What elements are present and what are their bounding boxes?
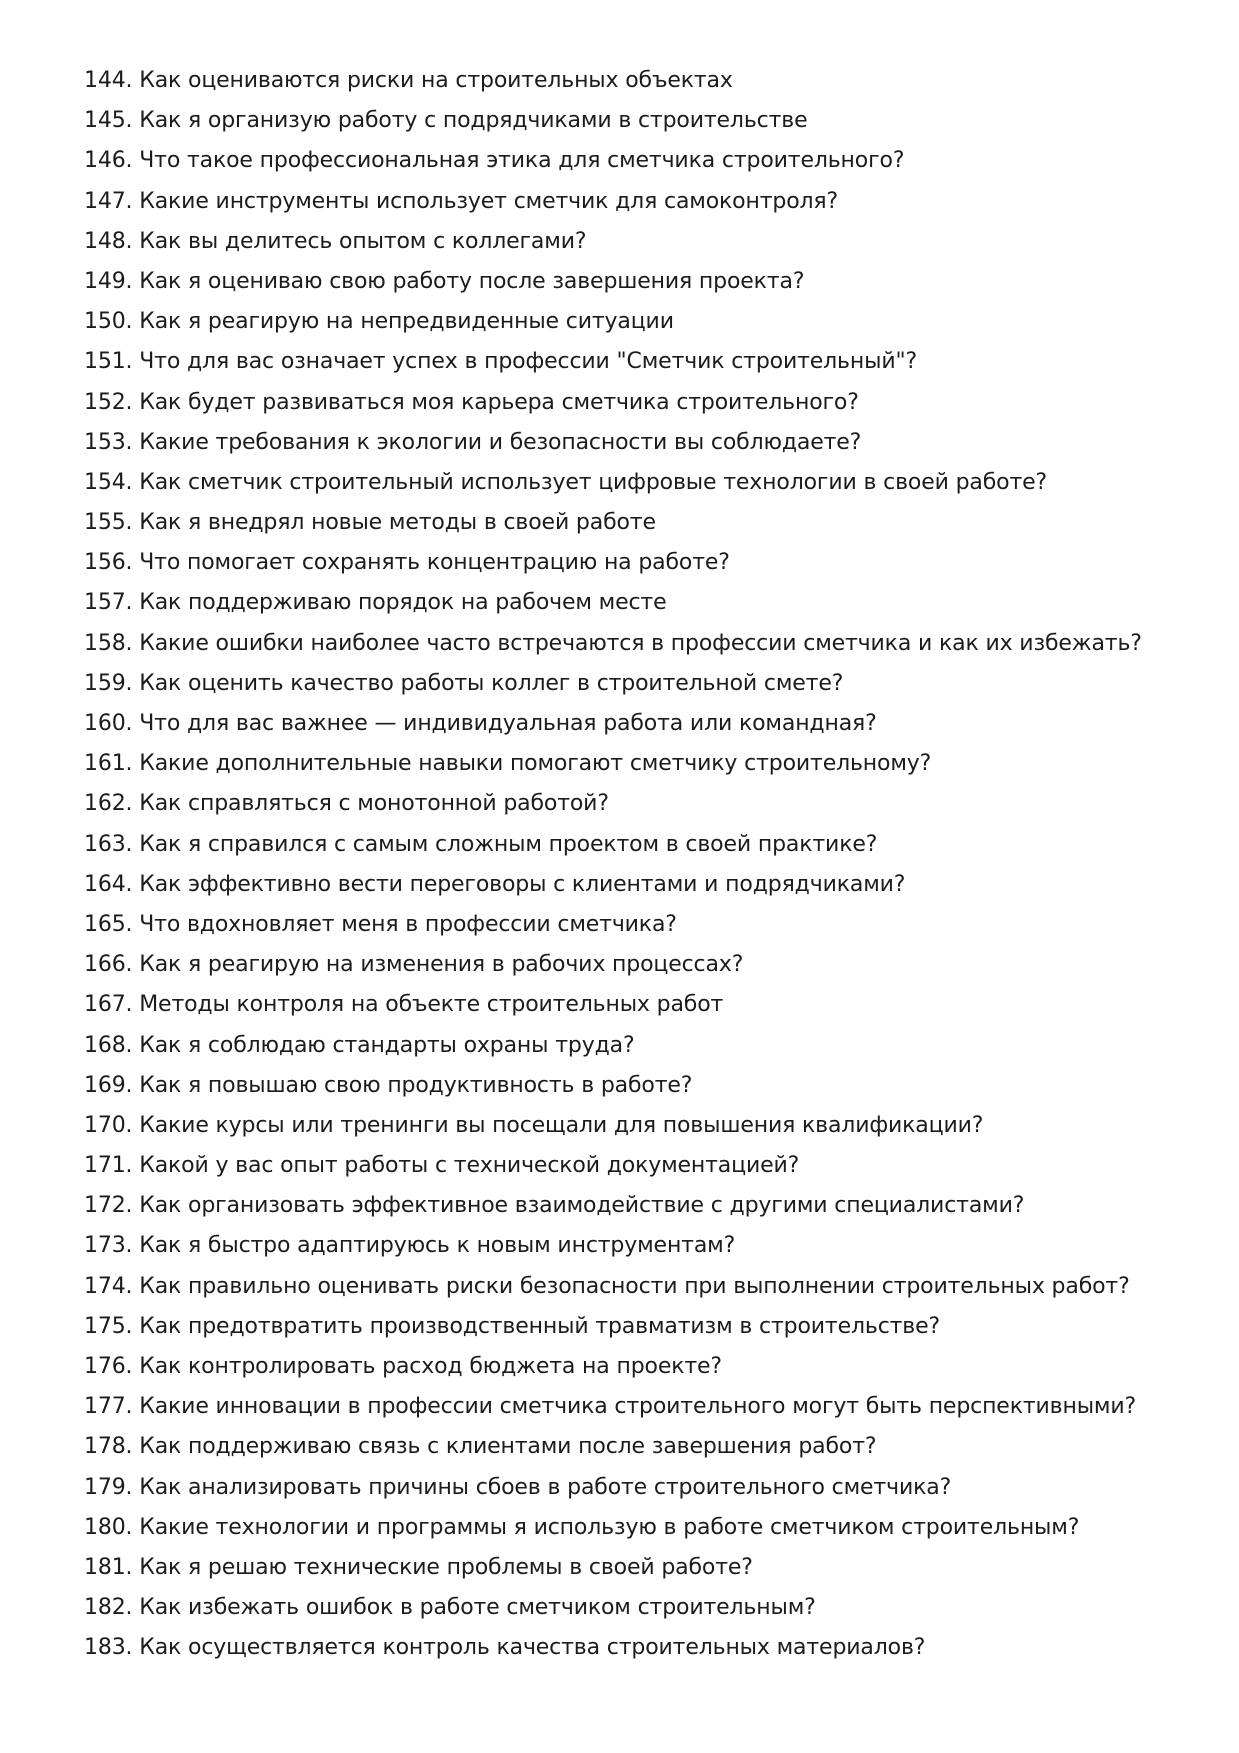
question-item: 159. Как оценить качество работы коллег в строительной смете? — [84, 670, 844, 696]
question-item: 150. Как я реагирую на непредвиденные ситуации — [84, 309, 674, 335]
question-item: 154. Как сметчик строительный использует цифровые технологии в своей работе? — [84, 469, 1048, 495]
question-item: 171. Какой у вас опыт работы с технической документацией? — [84, 1153, 800, 1179]
question-item: 145. Как я организую работу с подрядчиками в строительстве — [84, 108, 808, 134]
question-item: 149. Как я оцениваю свою работу после завершения проекта? — [84, 268, 805, 294]
question-item: 175. Как предотвратить производственный травматизм в строительстве? — [84, 1313, 941, 1339]
question-list — [84, 61, 1184, 1669]
question-item: 166. Как я реагирую на изменения в рабочих процессах? — [84, 952, 744, 978]
question-item: 183. Как осуществляется контроль качества строительных материалов? — [84, 1635, 926, 1661]
question-item: 174. Как правильно оценивать риски безопасности при выполнении строительных работ? — [84, 1273, 1130, 1299]
question-item: 153. Какие требования к экологии и безопасности вы соблюдаете? — [84, 429, 862, 455]
question-item: 169. Как я повышаю свою продуктивность в работе? — [84, 1072, 693, 1098]
question-item: 164. Как эффективно вести переговоры с клиентами и подрядчиками? — [84, 871, 906, 897]
question-item: 146. Что такое профессиональная этика для сметчика строительного? — [84, 148, 905, 174]
question-item: 168. Как я соблюдаю стандарты охраны труда? — [84, 1032, 635, 1058]
question-item: 172. Как организовать эффективное взаимодействие с другими специалистами? — [84, 1193, 1025, 1219]
question-item: 148. Как вы делитесь опытом с коллегами? — [84, 228, 587, 254]
question-item: 157. Как поддерживаю порядок на рабочем месте — [84, 590, 667, 616]
question-item: 170. Какие курсы или тренинги вы посещали для повышения квалификации? — [84, 1112, 984, 1138]
question-item: 152. Как будет развиваться моя карьера сметчика строительного? — [84, 389, 859, 415]
question-item: 182. Как избежать ошибок в работе сметчиком строительным? — [84, 1595, 816, 1621]
question-item: 147. Какие инструменты использует сметчик для самоконтроля? — [84, 188, 839, 214]
question-item: 176. Как контролировать расход бюджета на проекте? — [84, 1354, 722, 1379]
question-item: 156. Что помогает сохранять концентрацию на работе? — [84, 550, 730, 576]
question-item: 173. Как я быстро адаптируюсь к новым инструментам? — [84, 1233, 736, 1259]
question-item: 161. Какие дополнительные навыки помогают сметчику строительному? — [84, 751, 932, 777]
question-item: 177. Какие инновации в профессии сметчика строительного могут быть перспективными? — [84, 1394, 1137, 1420]
question-item: 181. Как я решаю технические проблемы в своей работе? — [84, 1554, 753, 1580]
question-item: 162. Как справляться с монотонной работой? — [84, 791, 609, 817]
question-item: 160. Что для вас важнее — индивидуальная работа или командная? — [84, 711, 877, 736]
question-item: 163. Как я справился с самым сложным проектом в своей практике? — [84, 831, 878, 857]
question-item: 144. Как оцениваются риски на строительных объектах — [84, 68, 733, 93]
question-item: 180. Какие технологии и программы я использую в работе сметчиком строительным? — [84, 1514, 1080, 1540]
question-item: 167. Методы контроля на объекте строительных работ — [84, 992, 724, 1018]
question-item: 155. Как я внедрял новые методы в своей работе — [84, 510, 656, 536]
question-item: 165. Что вдохновляет меня в профессии сметчика? — [84, 911, 677, 937]
question-item: 178. Как поддерживаю связь с клиентами после завершения работ? — [84, 1434, 877, 1460]
question-item: 158. Какие ошибки наиболее часто встречаются в профессии сметчика и как их избежать? — [84, 630, 1142, 656]
question-item: 151. Что для вас означает успех в профессии "Сметчик строительный"? — [84, 349, 917, 375]
question-item: 179. Как анализировать причины сбоев в работе строительного сметчика? — [84, 1474, 952, 1500]
